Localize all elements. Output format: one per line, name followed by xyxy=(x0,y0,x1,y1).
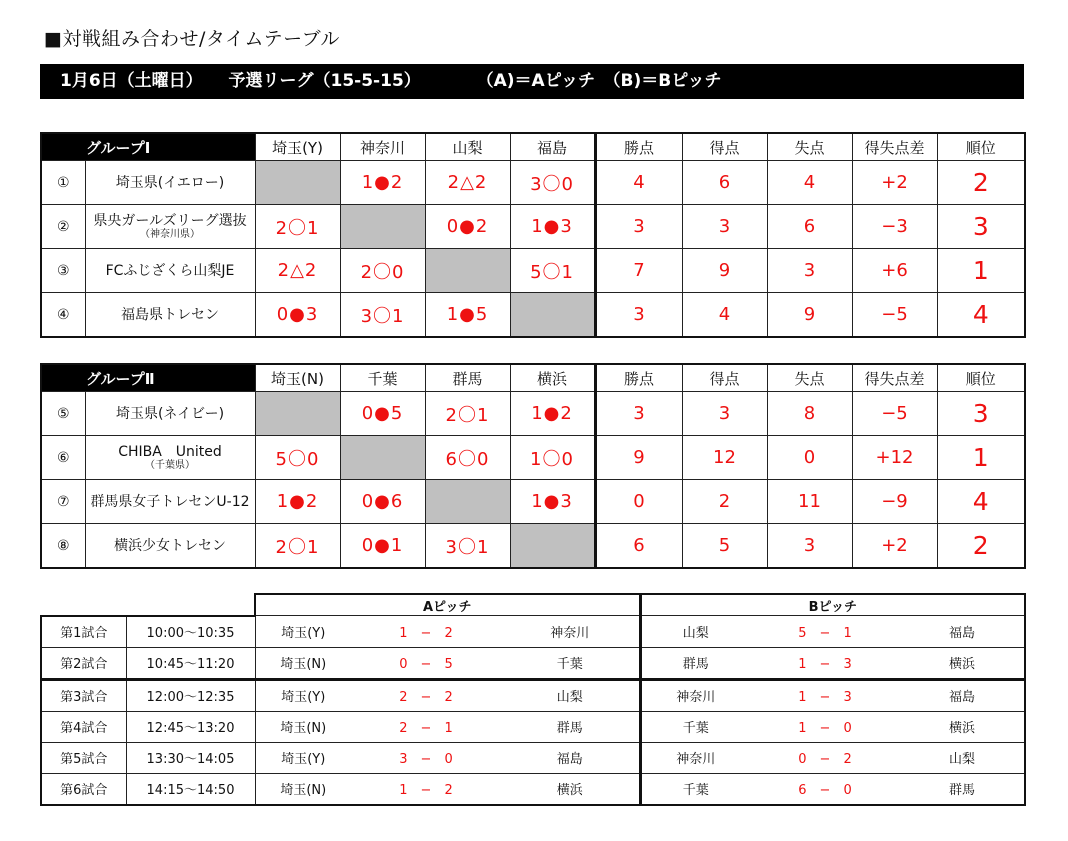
goals-against: 9 xyxy=(767,293,852,338)
self-match-cell xyxy=(510,524,595,569)
match-result: 3〇1 xyxy=(340,293,425,338)
team-name: 群馬県女子トレセンU-12 xyxy=(85,480,255,524)
points-header: 勝点 xyxy=(595,133,682,161)
pitch-a-away: 群馬 xyxy=(501,711,640,742)
pitch-a-home: 埼玉(Y) xyxy=(255,679,351,711)
match-time: 10:00～10:35 xyxy=(126,616,255,648)
team-name: 横浜少女トレセン xyxy=(85,524,255,569)
banner-pitches: （A)＝Aピッチ （B)＝Bピッチ xyxy=(476,71,722,91)
pitch-a-away: 神奈川 xyxy=(501,616,640,648)
points: 3 xyxy=(595,293,682,338)
pitch-b-score: 1 − 3 xyxy=(750,679,900,711)
team-number: ④ xyxy=(41,293,85,338)
opponent-header: 福島 xyxy=(510,133,595,161)
team-row xyxy=(41,392,1025,436)
pitch-a-home: 埼玉(N) xyxy=(255,647,351,679)
self-match-cell xyxy=(510,293,595,338)
team-row xyxy=(41,161,1025,205)
page-title: ■対戦組み合わせ/タイムテーブル xyxy=(44,28,340,50)
rank: 3 xyxy=(937,392,1025,436)
rank: 4 xyxy=(937,293,1025,338)
banner-date: 1月6日（土曜日） xyxy=(60,71,203,91)
rank: 1 xyxy=(937,249,1025,293)
opponent-header: 埼玉(N) xyxy=(255,364,340,392)
goals-against: 4 xyxy=(767,161,852,205)
pitch-a-home: 埼玉(Y) xyxy=(255,742,351,773)
match-row xyxy=(41,679,1025,711)
team-prefecture: （神奈川県） xyxy=(140,228,200,240)
match-result: 6〇0 xyxy=(425,436,510,480)
goal-diff: +12 xyxy=(852,436,937,480)
match-result: 2△2 xyxy=(255,249,340,293)
rank-header: 順位 xyxy=(937,364,1025,392)
match-row xyxy=(41,647,1025,679)
opponent-header: 山梨 xyxy=(425,133,510,161)
points: 3 xyxy=(595,392,682,436)
goals-for: 9 xyxy=(682,249,767,293)
match-time: 13:30～14:05 xyxy=(126,742,255,773)
goal-diff: −3 xyxy=(852,205,937,249)
opponent-header: 千葉 xyxy=(340,364,425,392)
team-name: 福島県トレセン xyxy=(85,293,255,338)
points: 4 xyxy=(595,161,682,205)
match-label: 第5試合 xyxy=(41,742,126,773)
pitch-a-away: 福島 xyxy=(501,742,640,773)
group-name: グループⅠ xyxy=(41,133,255,161)
self-match-cell xyxy=(340,436,425,480)
team-number: ⑤ xyxy=(41,392,85,436)
rank: 1 xyxy=(937,436,1025,480)
match-row xyxy=(41,616,1025,648)
team-number: ⑥ xyxy=(41,436,85,480)
match-time: 10:45～11:20 xyxy=(126,647,255,679)
group-2-table xyxy=(40,363,1026,569)
pitch-a-home: 埼玉(N) xyxy=(255,711,351,742)
pitch-a-score: 2 − 2 xyxy=(351,679,501,711)
match-result: 5〇1 xyxy=(510,249,595,293)
match-result: 1●3 xyxy=(510,480,595,524)
group-1-table xyxy=(40,132,1026,338)
team-name: 埼玉県(ネイビー) xyxy=(85,392,255,436)
team-number: ⑦ xyxy=(41,480,85,524)
team-name: 埼玉県(イエロー) xyxy=(85,161,255,205)
goals-against: 6 xyxy=(767,205,852,249)
pitch-b-home: 千葉 xyxy=(640,773,750,805)
match-label: 第4試合 xyxy=(41,711,126,742)
opponent-header: 横浜 xyxy=(510,364,595,392)
goals-for-header: 得点 xyxy=(682,364,767,392)
match-time: 12:45～13:20 xyxy=(126,711,255,742)
match-result: 1〇0 xyxy=(510,436,595,480)
match-result: 3〇1 xyxy=(425,524,510,569)
goals-for: 4 xyxy=(682,293,767,338)
self-match-cell xyxy=(255,161,340,205)
points: 7 xyxy=(595,249,682,293)
team-row xyxy=(41,524,1025,569)
match-result: 0●6 xyxy=(340,480,425,524)
team-name-cell xyxy=(85,436,255,480)
goals-against: 8 xyxy=(767,392,852,436)
timetable xyxy=(40,593,1026,806)
match-result: 5〇0 xyxy=(255,436,340,480)
match-label: 第3試合 xyxy=(41,679,126,711)
match-result: 1●5 xyxy=(425,293,510,338)
goals-for: 5 xyxy=(682,524,767,569)
match-time: 12:00～12:35 xyxy=(126,679,255,711)
pitch-b-home: 神奈川 xyxy=(640,679,750,711)
opponent-header: 埼玉(Y) xyxy=(255,133,340,161)
goals-for: 2 xyxy=(682,480,767,524)
match-time: 14:15～14:50 xyxy=(126,773,255,805)
group-name: グループⅡ xyxy=(41,364,255,392)
team-row xyxy=(41,205,1025,249)
goal-diff: +2 xyxy=(852,161,937,205)
match-result: 0●3 xyxy=(255,293,340,338)
match-row xyxy=(41,773,1025,805)
banner-round: 予選リーグ（15-5-15） xyxy=(228,71,421,91)
team-name: 県央ガールズリーグ選抜 xyxy=(93,212,247,229)
goal-diff: −5 xyxy=(852,392,937,436)
points-header: 勝点 xyxy=(595,364,682,392)
pitch-a-home: 埼玉(N) xyxy=(255,773,351,805)
pitch-b-score: 0 − 2 xyxy=(750,742,900,773)
team-row xyxy=(41,249,1025,293)
rank: 3 xyxy=(937,205,1025,249)
pitch-a-header: Aピッチ xyxy=(255,594,640,616)
goal-diff: +2 xyxy=(852,524,937,569)
pitch-b-away: 横浜 xyxy=(900,647,1025,679)
goals-against: 3 xyxy=(767,249,852,293)
pitch-b-away: 山梨 xyxy=(900,742,1025,773)
pitch-b-score: 1 − 3 xyxy=(750,647,900,679)
pitch-b-home: 千葉 xyxy=(640,711,750,742)
team-prefecture: （千葉県） xyxy=(145,459,195,471)
pitch-b-away: 福島 xyxy=(900,616,1025,648)
match-result: 0●1 xyxy=(340,524,425,569)
pitch-a-away: 横浜 xyxy=(501,773,640,805)
pitch-a-score: 0 − 5 xyxy=(351,647,501,679)
match-result: 2〇1 xyxy=(425,392,510,436)
match-result: 2〇1 xyxy=(255,524,340,569)
pitch-b-away: 横浜 xyxy=(900,711,1025,742)
goals-for: 6 xyxy=(682,161,767,205)
goal-diff-header: 得失点差 xyxy=(852,133,937,161)
pitch-a-home: 埼玉(Y) xyxy=(255,616,351,648)
goal-diff: −5 xyxy=(852,293,937,338)
goals-against: 11 xyxy=(767,480,852,524)
team-number: ① xyxy=(41,161,85,205)
rank: 2 xyxy=(937,524,1025,569)
opponent-header: 群馬 xyxy=(425,364,510,392)
goals-for: 3 xyxy=(682,205,767,249)
team-name: FCふじざくら山梨JE xyxy=(85,249,255,293)
goals-against: 3 xyxy=(767,524,852,569)
team-name: CHIBA United xyxy=(118,443,222,460)
match-result: 0●2 xyxy=(425,205,510,249)
goal-diff-header: 得失点差 xyxy=(852,364,937,392)
goal-diff: +6 xyxy=(852,249,937,293)
self-match-cell xyxy=(340,205,425,249)
pitch-a-score: 1 − 2 xyxy=(351,616,501,648)
pitch-b-score: 6 − 0 xyxy=(750,773,900,805)
goals-for-header: 得点 xyxy=(682,133,767,161)
pitch-a-score: 1 − 2 xyxy=(351,773,501,805)
points: 9 xyxy=(595,436,682,480)
match-result: 1●3 xyxy=(510,205,595,249)
opponent-header: 神奈川 xyxy=(340,133,425,161)
team-row xyxy=(41,293,1025,338)
rank: 2 xyxy=(937,161,1025,205)
self-match-cell xyxy=(425,249,510,293)
pitch-a-score: 3 − 0 xyxy=(351,742,501,773)
pitch-a-away: 千葉 xyxy=(501,647,640,679)
pitch-b-away: 福島 xyxy=(900,679,1025,711)
team-number: ③ xyxy=(41,249,85,293)
match-row xyxy=(41,742,1025,773)
team-name-cell xyxy=(85,205,255,249)
points: 6 xyxy=(595,524,682,569)
match-result: 3〇0 xyxy=(510,161,595,205)
match-row xyxy=(41,711,1025,742)
match-label: 第1試合 xyxy=(41,616,126,648)
pitch-b-away: 群馬 xyxy=(900,773,1025,805)
pitch-b-home: 山梨 xyxy=(640,616,750,648)
team-row xyxy=(41,436,1025,480)
match-label: 第6試合 xyxy=(41,773,126,805)
pitch-a-score: 2 − 1 xyxy=(351,711,501,742)
pitch-b-score: 1 − 0 xyxy=(750,711,900,742)
rank: 4 xyxy=(937,480,1025,524)
pitch-b-header: Bピッチ xyxy=(640,594,1025,616)
goals-against-header: 失点 xyxy=(767,364,852,392)
pitch-a-away: 山梨 xyxy=(501,679,640,711)
points: 0 xyxy=(595,480,682,524)
match-result: 1●2 xyxy=(255,480,340,524)
self-match-cell xyxy=(255,392,340,436)
rank-header: 順位 xyxy=(937,133,1025,161)
goal-diff: −9 xyxy=(852,480,937,524)
goals-for: 12 xyxy=(682,436,767,480)
match-result: 0●5 xyxy=(340,392,425,436)
self-match-cell xyxy=(425,480,510,524)
pitch-b-home: 群馬 xyxy=(640,647,750,679)
schedule-banner xyxy=(40,64,1024,99)
match-result: 1●2 xyxy=(510,392,595,436)
match-result: 2△2 xyxy=(425,161,510,205)
points: 3 xyxy=(595,205,682,249)
team-row xyxy=(41,480,1025,524)
pitch-b-home: 神奈川 xyxy=(640,742,750,773)
team-number: ② xyxy=(41,205,85,249)
match-label: 第2試合 xyxy=(41,647,126,679)
goals-for: 3 xyxy=(682,392,767,436)
team-number: ⑧ xyxy=(41,524,85,569)
goals-against: 0 xyxy=(767,436,852,480)
match-result: 2〇0 xyxy=(340,249,425,293)
pitch-b-score: 5 − 1 xyxy=(750,616,900,648)
goals-against-header: 失点 xyxy=(767,133,852,161)
match-result: 1●2 xyxy=(340,161,425,205)
match-result: 2〇1 xyxy=(255,205,340,249)
